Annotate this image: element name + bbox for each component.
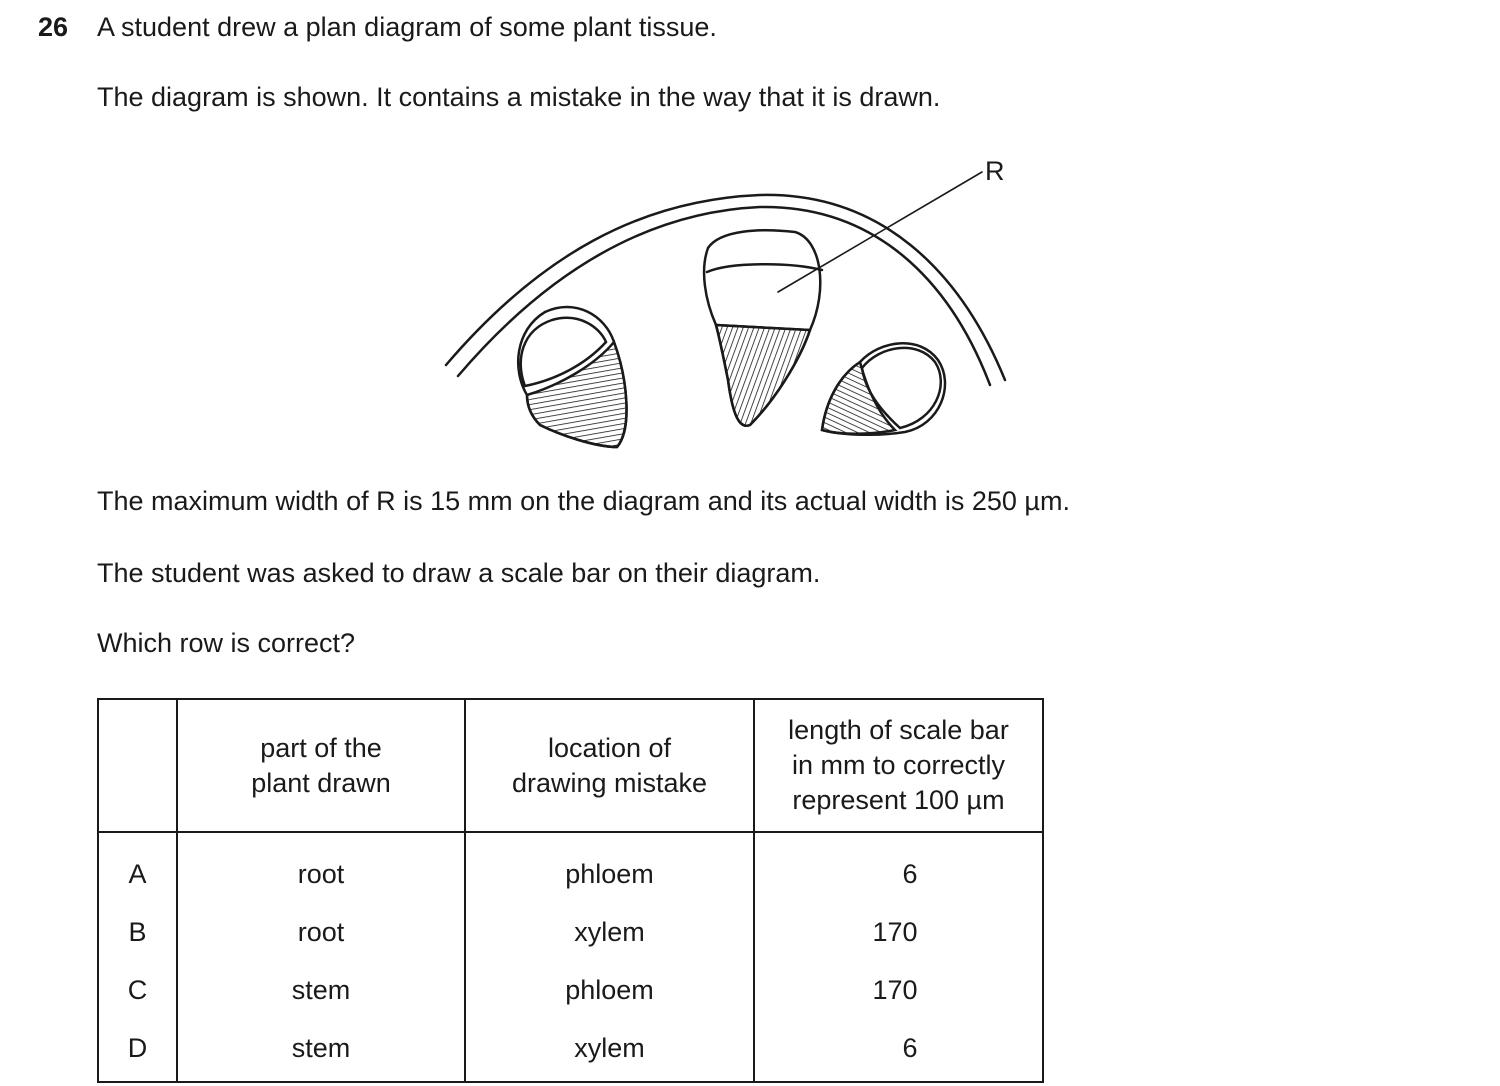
label-R: R <box>985 156 1005 186</box>
right-bundle-xylem <box>822 362 895 434</box>
row-length <box>754 1019 1043 1082</box>
table-row[interactable] <box>98 961 1043 1019</box>
left-bundle-xylem <box>527 342 627 447</box>
plant-tissue-diagram <box>0 0 1500 470</box>
question-number: 26 <box>38 12 69 42</box>
row-part: stem <box>177 1019 465 1082</box>
question-stem: A student drew a plan diagram of some plant tissue. <box>97 12 717 42</box>
diagram-intro: The diagram is shown. It contains a mistake in the way that it is drawn. <box>97 82 941 112</box>
header-location <box>465 699 754 832</box>
row-part: stem <box>177 961 465 1019</box>
middle-bundle-band <box>707 264 822 272</box>
row-length-value: 6 <box>902 858 918 889</box>
question-prompt: Which row is correct? <box>97 628 356 658</box>
width-statement: The maximum width of R is 15 mm on the diagram and its actual width is 250 µm. <box>97 486 1070 516</box>
row-length-value: 6 <box>902 1032 918 1063</box>
table-row[interactable] <box>98 1019 1043 1082</box>
header-length-line1: length of scale bar <box>788 715 1009 745</box>
row-length <box>754 832 1043 903</box>
row-location: phloem <box>465 961 754 1019</box>
row-letter[interactable]: D <box>98 1019 177 1082</box>
row-letter[interactable]: B <box>98 903 177 961</box>
row-length-value: 170 <box>872 974 918 1005</box>
row-length <box>754 903 1043 961</box>
row-part: root <box>177 903 465 961</box>
row-location: xylem <box>465 1019 754 1082</box>
answer-table <box>97 698 1044 1083</box>
row-location: xylem <box>465 903 754 961</box>
header-location-line2: drawing mistake <box>511 767 708 798</box>
header-location-line1: location of <box>547 732 672 763</box>
header-part <box>177 699 465 832</box>
table-row[interactable] <box>98 903 1043 961</box>
row-length <box>754 961 1043 1019</box>
header-length <box>754 699 1043 832</box>
row-letter[interactable]: C <box>98 961 177 1019</box>
header-part-line1: part of the <box>260 732 382 763</box>
header-length-line2: in mm to correctly <box>791 750 1006 780</box>
row-length-value: 170 <box>872 916 918 947</box>
table-header-row <box>98 699 1043 832</box>
row-part: root <box>177 832 465 903</box>
header-part-line2: plant drawn <box>251 767 391 798</box>
label-R-line <box>778 172 982 292</box>
header-blank <box>98 699 177 832</box>
table-row[interactable] <box>98 832 1043 903</box>
row-location: phloem <box>465 832 754 903</box>
row-letter[interactable]: A <box>98 832 177 903</box>
header-length-line3: represent 100 µm <box>792 785 1005 815</box>
task-statement: The student was asked to draw a scale bar on their diagram. <box>97 558 821 588</box>
